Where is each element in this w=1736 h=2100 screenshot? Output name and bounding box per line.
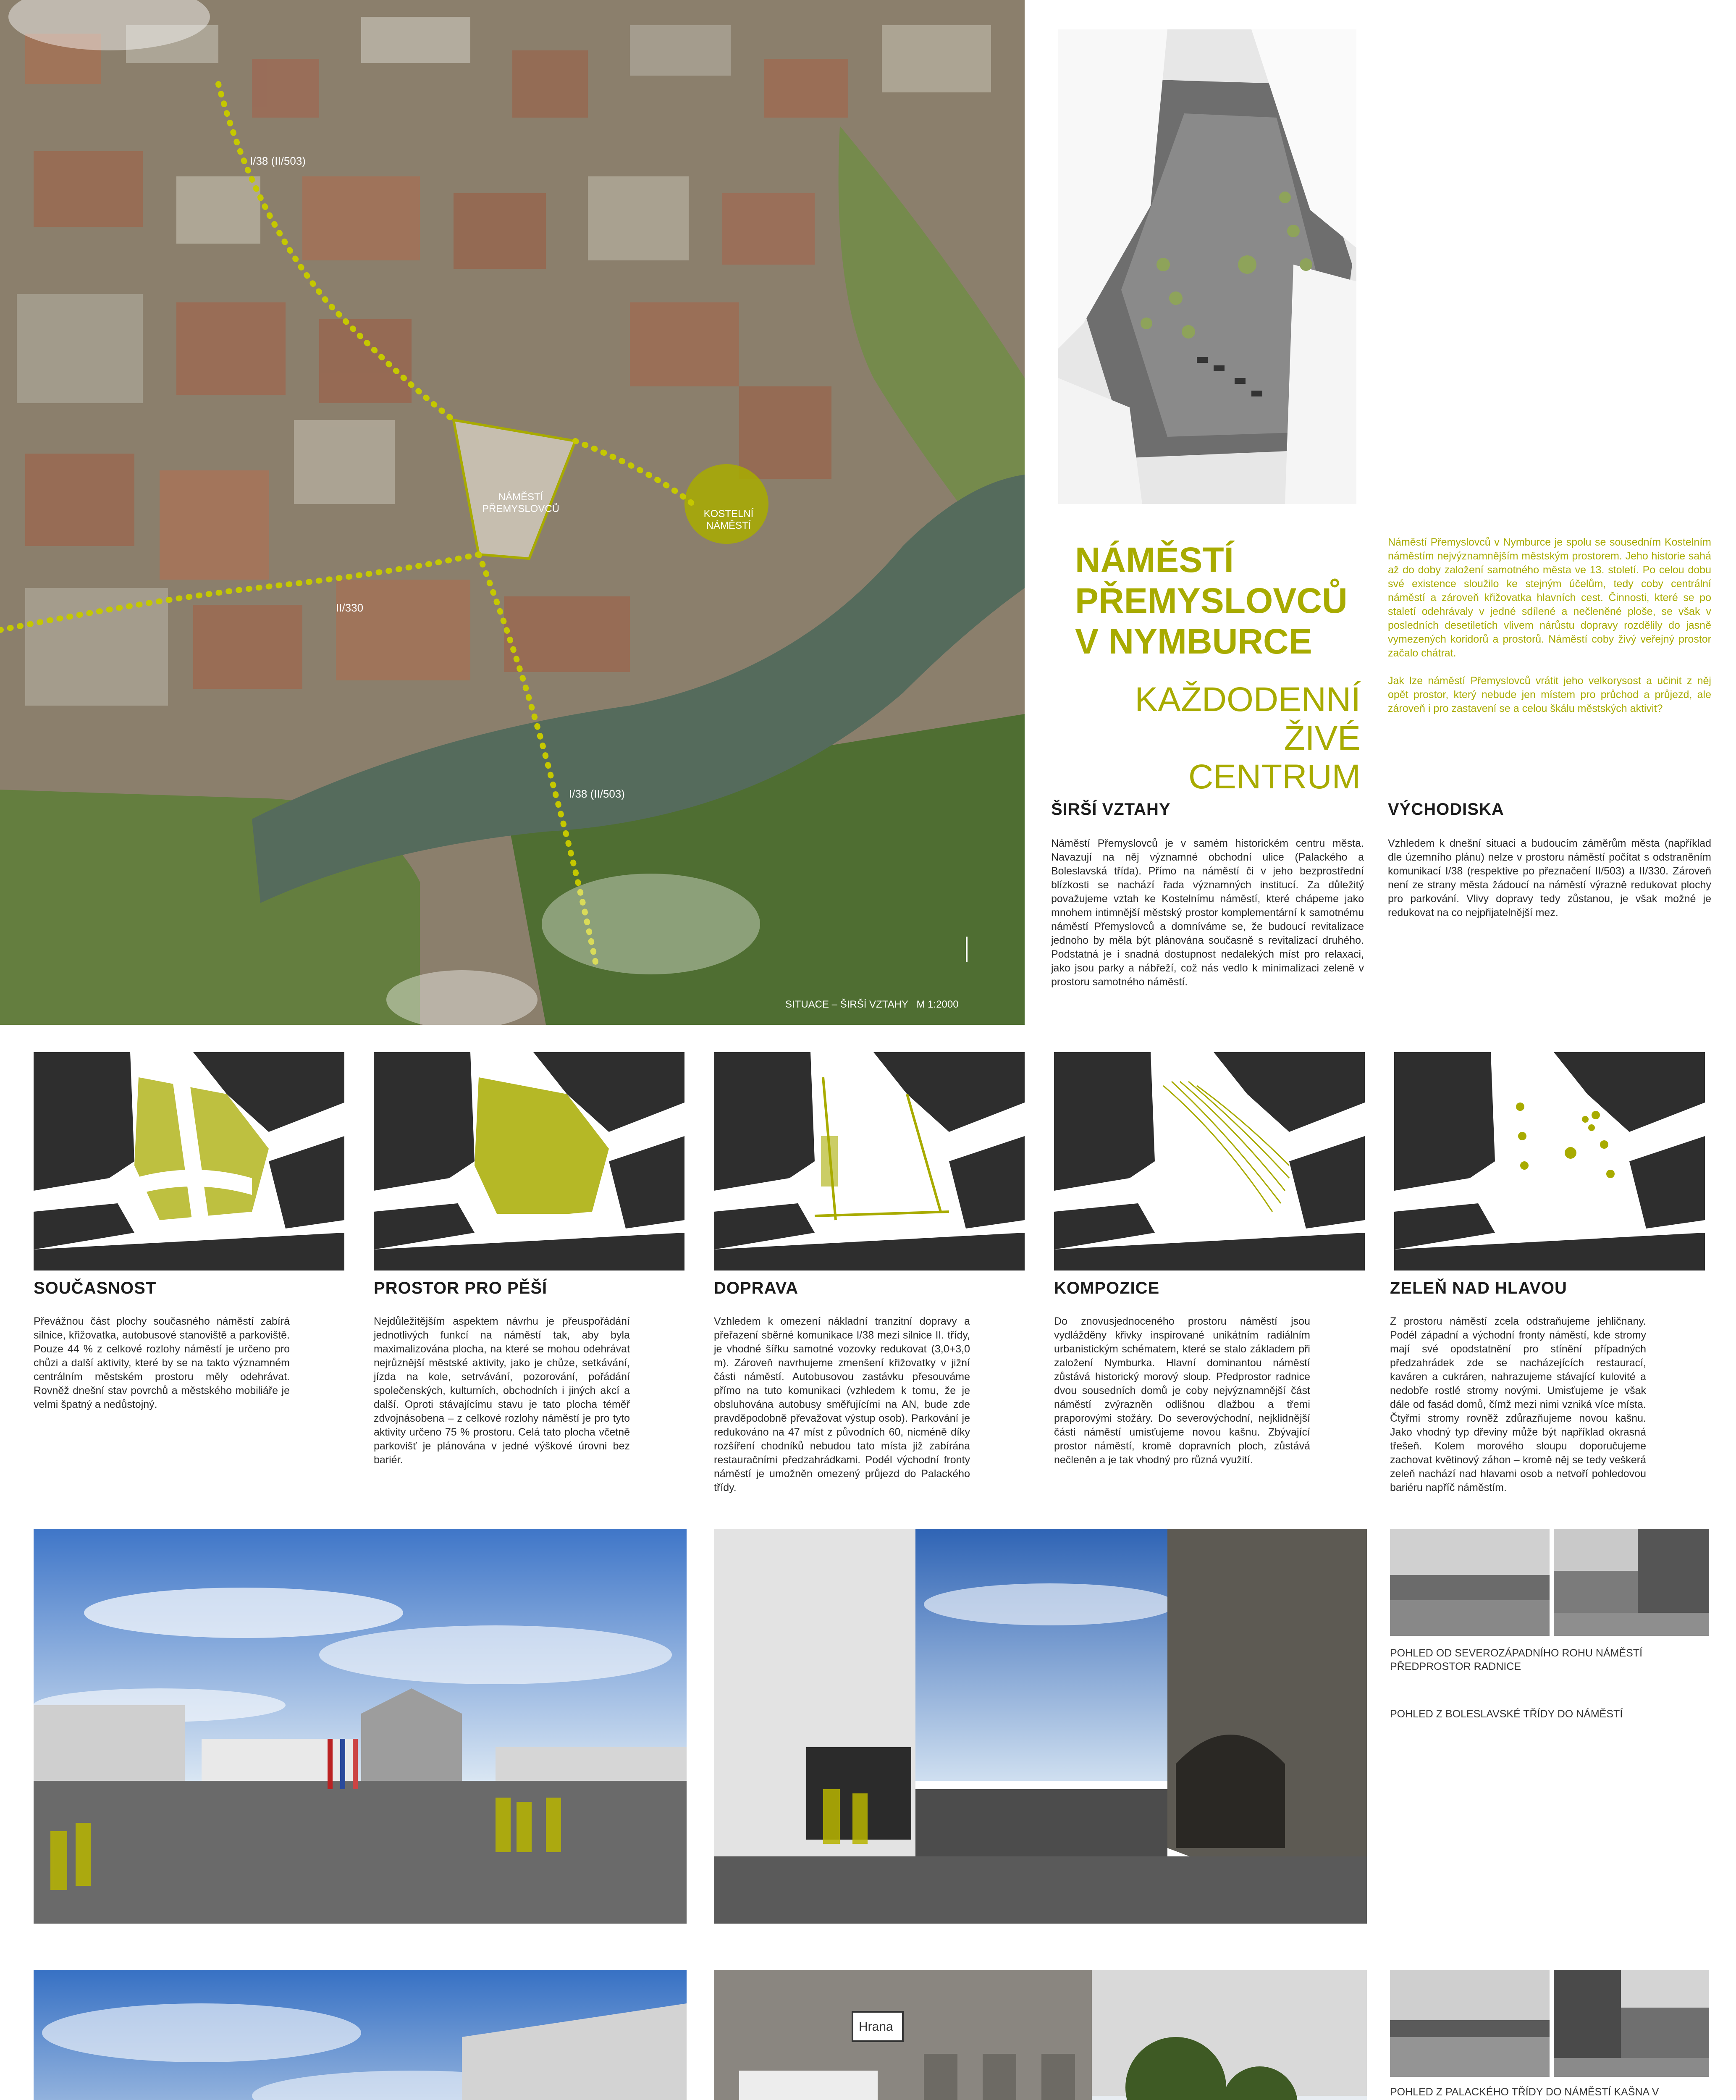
caption-render-3: POHLED Z PALACKÉHO TŘÍDY DO NÁMĚSTÍ KAŠNA V <box>1390 2086 1659 2098</box>
poster-subtitle <box>1134 680 1361 796</box>
intro-paragraph-1: Náměstí Přemyslovců v Nymburce je spolu se sousedním Kostelním náměstím nejvýznamnějším městským prostorem. Jeho historie sahá až do doby založení samotného města ve 13. století. Po celou dobu své existence sloužilo ke stejným účelům, tedy coby centrální náměstí a zároveň křižovatka hlavních cest. Činnosti, které se po staletí odehrávaly v jedné sdílené a nečleněné ploše, se však v posledních desetiletích vlivem nárůstu dopravy rozdělily do jasně vymezených koridorů a prostorů. Náměstí coby živý veřejný prostor začalo chátrat. <box>1388 536 1711 659</box>
section-wider-relations <box>1051 800 1364 989</box>
basis-heading: VÝCHODISKA <box>1388 800 1504 819</box>
map-label-square-church: KOSTELNÍ NÁMĚSTÍ <box>703 508 754 531</box>
title-line1: NÁMĚSTÍ <box>1075 540 1234 580</box>
traffic-text: Vzhledem k omezení nákladní tranzitní dopravy a přeřazení sběrné komunikace I/38 mezi silnice II. třídy, je vhodné šířku samotné vozovky redukovat (3,0+3,0 m). Zároveň navrhujeme zmenšení křižovatky v jižní části náměstí. Autobusovou zastávku přesouváme přímo na tuto komunikaci (vzhledem k tomu, že je obsluhována autobusy směřujícími na AN, bude zde pravděpodobně převažovat výstup osob). Parkování je redukováno na 47 míst z původních 60, nicméně díky rozšíření chodníků nebudou tato místa již zabírána restauračními předzahrádkami. Podél východní fronty náměstí je umožněn omezený průjezd do Palackého třídy. <box>714 1315 970 1494</box>
title-line2: PŘEMYSLOVCŮ <box>1075 581 1348 620</box>
render-square-town-hall <box>34 1529 687 1924</box>
current-text: Převážnou část plochy současného náměstí zabírá silnice, křižovatka, autobusové stanoviště a parkoviště. Pouze 44 % z celkové rozlohy náměstí je určeno pro chůzi a další aktivity, které by se na takto významném centrálním městském prostoru měly odehrávat. Rovněž dnešní stav povrchů a městského mobiliáře je velmi špatný a nedůstojný. <box>34 1315 290 1410</box>
diagram-text-traffic <box>714 1279 970 1495</box>
diagram-greenery <box>1394 1052 1705 1270</box>
map-label-road-south: I/38 (II/503) <box>569 788 625 800</box>
diagram-composition <box>1054 1052 1365 1270</box>
basis-text: Vzhledem k dnešní situaci a budoucím záměrům města (například dle územního plánu) nelze v prostoru náměstí počítat s odstraněním komunikací I/38 (respektive po přeznačení II/503) a II/330. Zároveň není ze strany města žádoucí na náměstí výrazně redukovat plochy pro parkování. Vlivy dopravy tedy zůstanou, je však možné je redukovat na co nejpřijatelnější mez. <box>1388 837 1711 919</box>
diagram-current <box>34 1052 344 1270</box>
caption-render-1: POHLED OD SEVEROZÁPADNÍHO ROHU NÁMĚSTÍ PŘEDPROSTOR RADNICE <box>1390 1647 1643 1672</box>
map-caption: SITUACE – ŠIRŠÍ VZTAHY M 1:2000 <box>785 999 959 1010</box>
intro-text <box>1388 536 1711 716</box>
render-palackeho-fountain <box>34 1970 687 2100</box>
render-west-front-parter <box>714 1970 1367 2100</box>
diagram-traffic <box>714 1052 1025 1270</box>
caption-render-2: POHLED Z BOLESLAVSKÉ TŘÍDY DO NÁMĚSTÍ <box>1390 1708 1623 1720</box>
map-label-road-west: II/330 <box>336 601 364 614</box>
photo-existing-1 <box>1390 1529 1550 1636</box>
diagram-pedestrian <box>374 1052 684 1270</box>
intro-paragraph-2: Jak lze náměstí Přemyslovců vrátit jeho velkorysost a učinit z něj opět prostor, který nebude jen místem pro průchod a průjezd, ale zároveň i pro zastavení se a celou škálu městských aktivit? <box>1388 675 1711 714</box>
poster-title <box>1075 540 1348 662</box>
shop-sign-text: Hrana <box>859 2020 893 2034</box>
north-arrow <box>966 937 968 962</box>
subtitle-line2: ŽIVÉ CENTRUM <box>1188 719 1361 796</box>
photo-existing-2 <box>1554 1529 1709 1636</box>
map-label-road-north: I/38 (II/503) <box>250 155 306 167</box>
map-label-square-main: NÁMĚSTÍ PŘEMYSLOVCŮ <box>482 491 560 514</box>
composition-text: Do znovusjednoceného prostoru náměstí jsou vydlážděny křivky inspirované unikátním radiálním urbanistickým schématem, které se stalo základem při založení Nymburka. Hlavní dominantou náměstí zůstává historický morový sloup. Předprostor radnice dvou sousedních domů je coby nejvýznamnější část náměstí zvýrazněn odlišnou dlažbou a třemi praporovými stožáry. Do severovýchodní, nejklidnější části náměstí umisťujeme novou kašnu. Zbývající prostor náměstí, kromě dopravních ploch, zůstává nečleněn a je tak vhodný pro různá využití. <box>1054 1315 1310 1466</box>
diagram-text-current <box>34 1279 290 1412</box>
subtitle-line1: KAŽDODENNÍ <box>1135 680 1361 719</box>
photo-existing-4 <box>1554 1970 1709 2077</box>
wider-text: Náměstí Přemyslovců je v samém historickém centru města. Navazují na něj významné obchodní ulice (Palackého a Boleslavská třída). Přímo na náměstí či v jeho bezprostřední blízkosti se nachází řada významných institucí. Za důležitý považujeme vztah ke Kostelnímu náměstí, které chápeme jako mnohem intimnější městský prostor komplementární k samotnému náměstí Přemyslovců a domníváme se, že budoucí revitalizace jednoho by měla být plánována současně s revitalizací druhého. Podstatná je i snadná dostupnost nedalekých míst pro relaxaci, jako jsou parky a nábřeží, což nás vedlo k minimalizaci zeleně v prostoru samotného náměstí. <box>1051 837 1364 988</box>
current-heading: SOUČASNOST <box>34 1279 157 1297</box>
diagram-text-pedestrian <box>374 1279 630 1467</box>
traffic-heading: DOPRAVA <box>714 1279 799 1297</box>
model-axonometric-view <box>1058 29 1356 504</box>
diagram-text-greenery <box>1390 1279 1646 1495</box>
title-line3: V NYMBURCE <box>1075 622 1312 661</box>
greenery-heading: ZELEŇ NAD HLAVOU <box>1390 1279 1567 1297</box>
composition-heading: KOMPOZICE <box>1054 1279 1160 1297</box>
section-basis <box>1388 800 1711 920</box>
diagram-text-composition <box>1054 1279 1310 1467</box>
pedestrian-heading: PROSTOR PRO PĚŠÍ <box>374 1279 548 1297</box>
photo-existing-3 <box>1390 1970 1550 2077</box>
pedestrian-text: Nejdůležitějším aspektem návrhu je přeuspořádání jednotlivých funkcí na náměstí tak, aby byla maximalizována plocha, na které se mohou odehrávat nejrůznější městské aktivity, jako je chůze, setkávání, jízda na kole, setrvávání, pozorování, pořádání společenských, kulturních, obchodních i jiných akcí a další. Oproti stávajícímu stavu je tato plocha téměř zdvojnásobena – z celkové rozlohy náměstí je pro tyto aktivity určeno 75 % prostoru. Celá tato plocha včetně parkovišť je plánována v jedné výškové úrovni bez bariér. <box>374 1315 630 1466</box>
greenery-text: Z prostoru náměstí zcela odstraňujeme jehličnany. Podél západní a východní fronty náměstí, kde stromy mají své opodstatnění pro stínění případných předzahrádek zde se nacházejících restaurací, kaváren a cukráren, nahrazujeme stávající kulovité a nedobře rostlé stromy novými. Umisťujeme je však dále od fasád domů, čímž mezi nimi vzniká více místa. Čtyřmi stromy rovněž zdůrazňujeme novou kašnu. Jako vhodný typ dřeviny může být například okrasná třešeň. Kolem morového sloupu doporučujeme zachovat květinový záhon – kromě něj se tedy veškerá zeleň nachází nad hlavami osob a netvoří pohledovou bariéru napříč náměstím. <box>1390 1315 1646 1494</box>
render-boleslavska-street <box>714 1529 1367 1924</box>
wider-heading: ŠIRŠÍ VZTAHY <box>1051 800 1171 819</box>
